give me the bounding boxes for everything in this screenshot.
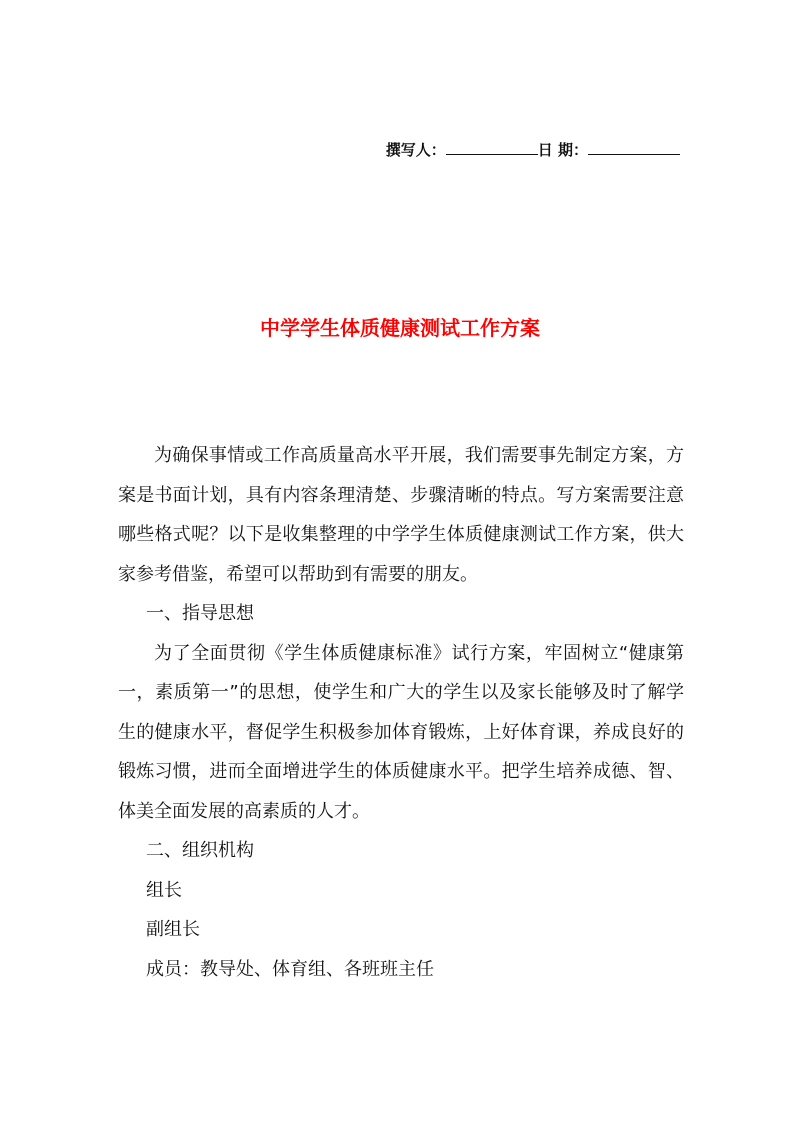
section-heading-guiding-ideology: 一、指导思想 — [146, 603, 254, 624]
document-header — [0, 138, 680, 162]
section-heading-organization: 二、组织机构 — [146, 840, 254, 861]
document-title: 中学学生体质健康测试工作方案 — [260, 316, 540, 340]
date-label: 日 期： — [537, 141, 588, 159]
organization-item-members: 成员：教导处、体育组、各班班主任 — [146, 958, 434, 980]
date-blank — [588, 140, 680, 155]
organization-item-deputy-leader: 副组长 — [146, 919, 200, 940]
document-body — [118, 436, 684, 989]
intro-paragraph: 为确保事情或工作高质量高水平开展，我们需要事先制定方案，方案是书面计划，具有内容条理清楚、步骤清晰的特点。写方案需要注意哪些格式呢？以下是收集整理的中学学生体质健康测试工作方案，供大家参考借鉴，希望可以帮助到有需要的朋友。 — [118, 445, 684, 585]
author-blank — [446, 140, 538, 155]
author-label: 撰写人： — [385, 141, 446, 159]
organization-item-leader: 组长 — [146, 879, 182, 901]
guiding-ideology-paragraph: 为了全面贯彻《学生体质健康标准》试行方案，牢固树立“健康第一，素质第一”的思想，使学生和广大的学生以及家长能够及时了解学生的健康水平，督促学生积极参加体育锻炼，上好体育课，养成良好的锻炼习惯，进而全面增进学生的体质健康水平。把学生培养成德、智、体美全面发展的高素质的人才。 — [118, 642, 684, 822]
